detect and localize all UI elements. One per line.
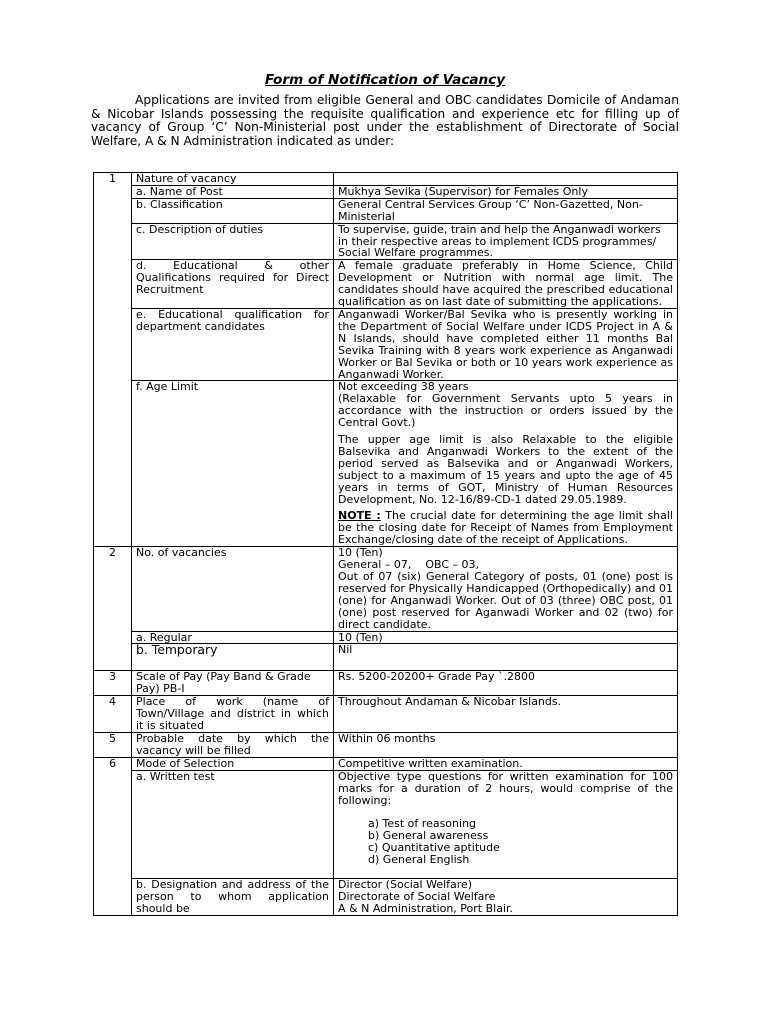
table-row xyxy=(94,878,678,915)
list-item: c) Quantitative aptitude xyxy=(368,841,500,855)
row-value: Rs. 5200-20200+ Grade Pay `.2800 xyxy=(334,671,678,696)
table-row xyxy=(94,173,678,186)
age-relaxation-text: (Relaxable for Government Servants upto 5 years in accordance with the instruction or orders issued by the Central Govt.) xyxy=(338,392,673,430)
row-value xyxy=(334,878,678,915)
age-relaxation-para: The upper age limit is also Relaxable to the eligible Balsevika and Anganwadi Workers to the extent of the period served as Balsevika and or Anganwadi Workers, subject to a maximum of 15 years and upto the age of 45 years in terms of GOT, Ministry of Human Resources Development, No. 12-16/89-CD-1 dated 29.05.1989. xyxy=(338,433,673,506)
spacer xyxy=(338,866,673,878)
row-label: f. Age Limit xyxy=(132,381,334,547)
table-row xyxy=(94,260,678,309)
row-value: Competitive written examination. xyxy=(334,757,678,770)
row-value: Nil xyxy=(334,644,678,671)
vacancy-table xyxy=(93,172,678,916)
intro-text: Applications are invited from eligible General and OBC candidates Domicile of Andaman & Nicobar Islands possessing the requisite qualification and experience etc for filling up of vacancy of Group ‘C’ Non-Ministerial post under the establishment of Directorate of Social Welfare, A & N Administration indicated as under: xyxy=(91,93,679,149)
row-label: Mode of Selection xyxy=(132,757,334,770)
row-label: No. of vacancies xyxy=(132,547,334,631)
table-row xyxy=(94,185,678,198)
sl-no: 3 xyxy=(94,671,132,696)
row-value: Throughout Andaman & Nicobar Islands. xyxy=(334,696,678,733)
sl-no: 6 xyxy=(94,757,132,915)
row-value xyxy=(334,547,678,631)
row-label: b. Classification xyxy=(132,198,334,223)
row-label: Place of work (name of Town/Village and district in which it is situated xyxy=(132,696,334,733)
table-row xyxy=(94,732,678,757)
table-row xyxy=(94,381,678,547)
row-value: 10 (Ten) xyxy=(334,631,678,644)
row-value: General Central Services Group ‘C’ Non-Gazetted, Non-Ministerial xyxy=(334,198,678,223)
table-row xyxy=(94,696,678,733)
intro-paragraph xyxy=(91,94,679,149)
row-label: Scale of Pay (Pay Band & Grade Pay) PB-I xyxy=(132,671,334,696)
written-test-text: Objective type questions for written examination for 100 marks for a duration of 2 hours, would comprise of the following: xyxy=(338,770,673,807)
row-label: d. Educational & other Qualifications required for Direct Recruitment xyxy=(132,260,334,309)
row-value: A female graduate preferably in Home Science, Child Development or Nutrition with normal age limit. The candidates should have acquired the prescribed educational qualification as on last date of submitting the applications. xyxy=(334,260,678,309)
row-label: a. Regular xyxy=(132,631,334,644)
table-row xyxy=(94,671,678,696)
address-line: Director (Social Welfare) xyxy=(338,878,473,891)
vacancy-details: Out of 07 (six) General Category of posts, 01 (one) post is reserved for Physically Handicapped (Orthopedically) and 01 (one) for Anganwadi Worker. Out of 03 (three) OBC post, 01 (one) post reserved for Aganwadi Worker and 02 (two) for direct candidate. xyxy=(338,570,673,631)
table-row xyxy=(94,198,678,223)
row-label: c. Description of duties xyxy=(132,223,334,260)
test-subjects-list xyxy=(338,818,673,866)
row-value xyxy=(334,173,678,186)
sl-no: 1 xyxy=(94,173,132,547)
note-body: The crucial date for determining the age limit shall be the closing date for Receipt of Names from Employment Exchange/closing date of the receipt of Applications. xyxy=(338,509,673,547)
row-label: b. Designation and address of the person to whom application should be xyxy=(132,878,334,915)
note-text xyxy=(338,510,673,546)
age-limit-text: Not exceeding 38 years xyxy=(338,380,469,394)
vacancy-total: 10 (Ten) xyxy=(338,546,383,560)
row-value: Within 06 months xyxy=(334,732,678,757)
address-line: A & N Administration, Port Blair. xyxy=(338,901,514,915)
list-item: a) Test of reasoning xyxy=(368,817,477,831)
vacancy-split: General – 07, OBC – 03, xyxy=(338,558,480,572)
note-label: NOTE : xyxy=(338,509,381,523)
row-label: a. Written test xyxy=(132,770,334,878)
sl-no: 4 xyxy=(94,696,132,733)
sl-no: 2 xyxy=(94,547,132,671)
list-item: b) General awareness xyxy=(368,829,489,843)
row-label: e. Educational qualification for department candidates xyxy=(132,308,334,380)
document-title: Form of Notification of Vacancy xyxy=(264,72,506,88)
row-value: Anganwadi Worker/Bal Sevika who is presently working in the Department of Social Welfare under ICDS Project in A & N Islands, should have completed either 11 months Bal Sevika Training with 8 years work experience as Anganwadi Worker or Bal Sevika or both or 10 years work experience as Anganwadi Worker. xyxy=(334,308,678,380)
row-value: To supervise, guide, train and help the Anganwadi workers in their respective areas to implement ICDS programmes/ Social Welfare programmes. xyxy=(334,223,678,260)
table-row xyxy=(94,223,678,260)
table-row xyxy=(94,631,678,644)
list-item: d) General English xyxy=(368,853,470,867)
row-label: Nature of vacancy xyxy=(132,173,334,186)
table-row xyxy=(94,547,678,631)
address-line: Directorate of Social Welfare xyxy=(338,889,496,903)
table-row xyxy=(94,770,678,878)
row-label: Probable date by which the vacancy will be filled xyxy=(132,732,334,757)
table-row xyxy=(94,757,678,770)
table-row xyxy=(94,308,678,380)
row-label: a. Name of Post xyxy=(132,185,334,198)
table-row xyxy=(94,644,678,671)
row-value: Mukhya Sevika (Supervisor) for Females Only xyxy=(334,185,678,198)
row-label: b. Temporary xyxy=(132,644,334,671)
sl-no: 5 xyxy=(94,732,132,757)
row-value xyxy=(334,770,678,878)
row-value xyxy=(334,381,678,547)
